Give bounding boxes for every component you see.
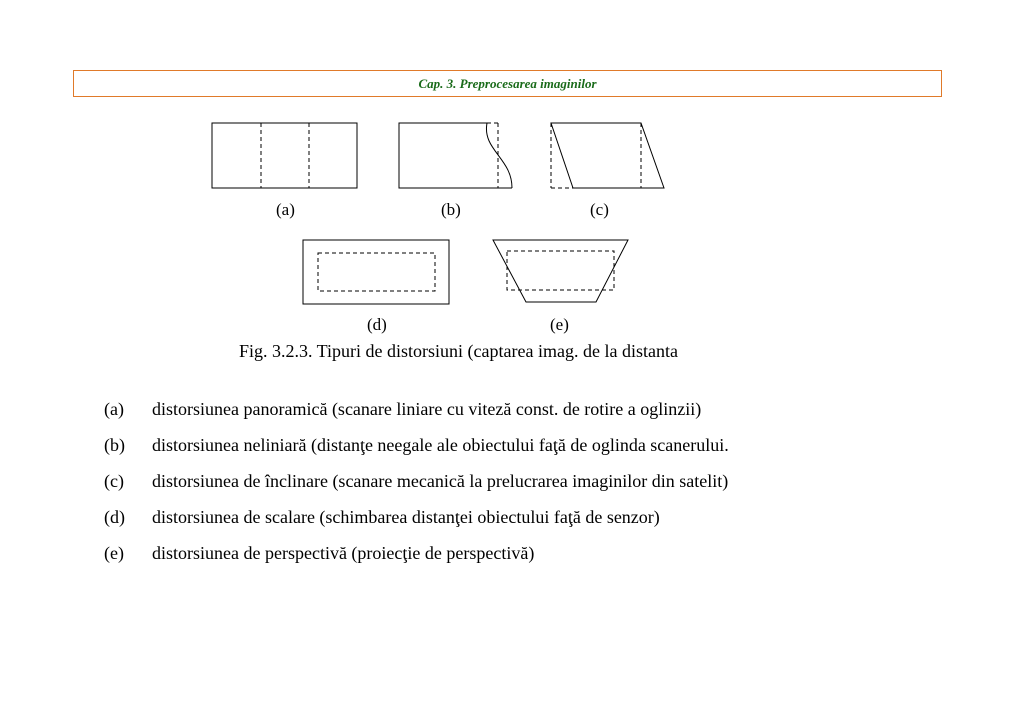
list-item-key: (b) <box>104 435 125 455</box>
list-item-text: distorsiunea de înclinare (scanare mecanică la prelucrarea imaginilor din satelit) <box>152 471 729 491</box>
list-item-text: distorsiunea neliniară (distanţe neegale ale obiectului faţă de oglinda scanerului. <box>152 435 729 455</box>
label-a: (a) <box>276 200 295 219</box>
diagram-d <box>303 240 449 304</box>
label-b: (b) <box>441 200 461 219</box>
header-title: Cap. 3. Preprocesarea imaginilor <box>418 75 597 91</box>
diagram-e <box>493 240 628 302</box>
list-item-text: distorsiunea de perspectivă (proiecţie de perspectivă) <box>152 543 535 563</box>
list-item-text: distorsiunea de scalare (schimbarea distanţei obiectului faţă de senzor) <box>152 507 660 527</box>
list-item-key: (d) <box>104 507 125 527</box>
distortion-list <box>104 397 824 577</box>
list-item <box>104 433 824 469</box>
label-d: (d) <box>367 315 387 334</box>
list-item-key: (c) <box>104 471 124 491</box>
list-item <box>104 541 824 577</box>
diagram-a <box>212 123 357 188</box>
diagram-b <box>399 123 512 188</box>
list-item-key: (e) <box>104 543 124 563</box>
figure-caption: Fig. 3.2.3. Tipuri de distorsiuni (captarea imag. de la distanta <box>239 341 678 361</box>
list-item <box>104 469 824 505</box>
list-item <box>104 397 824 433</box>
label-c: (c) <box>590 200 609 219</box>
list-item-text: distorsiunea panoramică (scanare liniare cu viteză const. de rotire a oglinzii) <box>152 399 702 419</box>
list-item-key: (a) <box>104 399 124 419</box>
diagram-c <box>551 123 664 188</box>
label-e: (e) <box>550 315 569 334</box>
list-item <box>104 505 824 541</box>
